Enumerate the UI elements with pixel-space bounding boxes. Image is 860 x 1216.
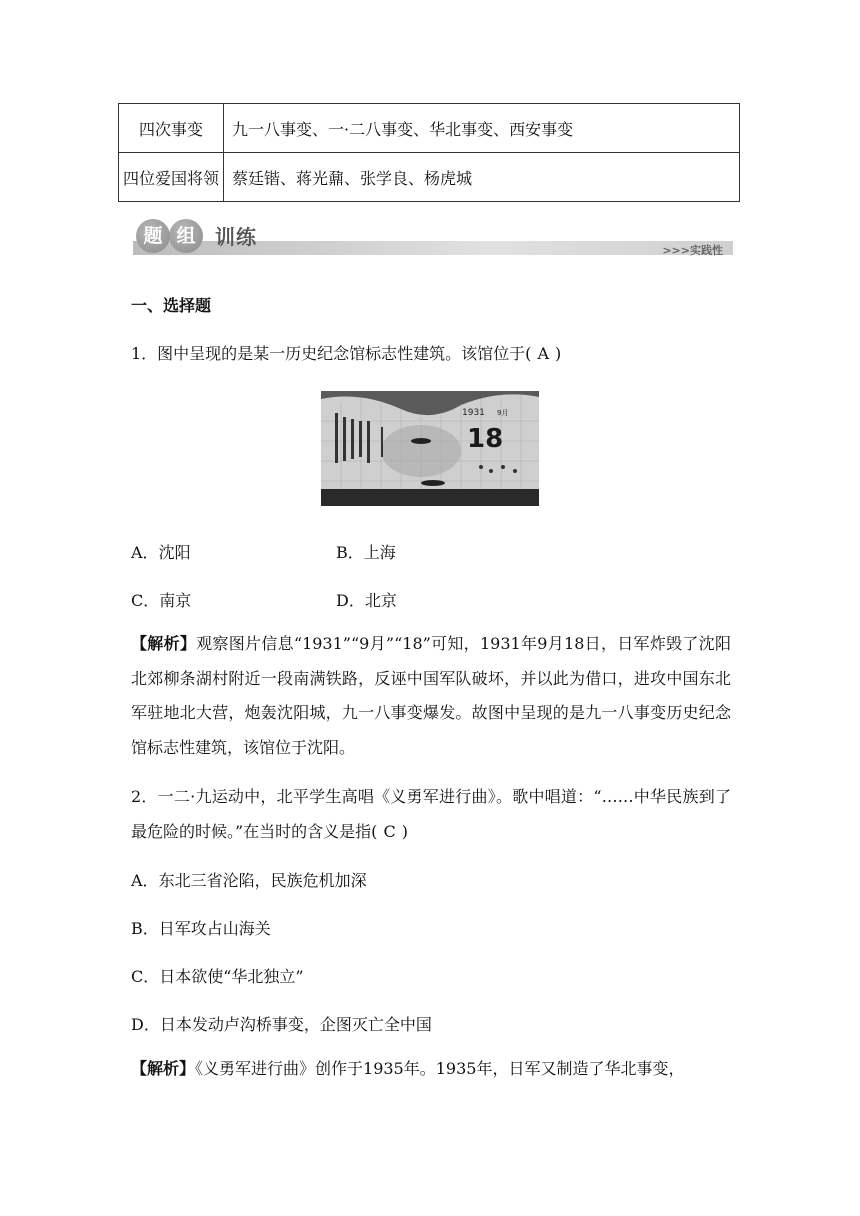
memorial-photo-day: 18	[467, 424, 504, 454]
q1-option-b[interactable]	[336, 540, 396, 563]
memorial-photo-year: 1931	[462, 408, 485, 418]
question-1-close: )	[555, 344, 562, 363]
option-letter: A．	[131, 543, 159, 562]
banner-badge-2: 组	[169, 219, 203, 253]
option-text: 南京	[159, 591, 192, 610]
question-1-stem	[131, 341, 561, 364]
section-banner	[133, 217, 733, 259]
banner-badge-1: 题	[136, 219, 170, 253]
table-cell-value: 九一八事变、一·二八事变、华北事变、西安事变	[224, 104, 740, 153]
option-text: 日本欲使“华北独立”	[159, 967, 304, 986]
option-letter: B．	[131, 919, 159, 938]
option-text: 日本发动卢沟桥事变，企图灭亡全中国	[159, 1015, 432, 1034]
q2-option-a[interactable]	[131, 868, 367, 891]
analysis-label: 【解析】	[131, 1059, 196, 1078]
banner-title: 训练	[215, 225, 257, 249]
q1-analysis	[131, 627, 731, 765]
q2-option-b[interactable]	[131, 916, 271, 939]
q2-option-d[interactable]	[131, 1012, 432, 1035]
table-row	[119, 104, 740, 153]
option-text: 北京	[364, 591, 397, 610]
q2-option-c[interactable]	[131, 964, 304, 987]
option-text: 东北三省沦陷，民族危机加深	[158, 871, 367, 890]
option-letter: C．	[131, 591, 160, 610]
option-text: 上海	[363, 543, 396, 562]
section-heading: 一、选择题	[131, 296, 212, 315]
q1-option-a[interactable]	[131, 540, 191, 563]
option-letter: D．	[131, 1015, 160, 1034]
question-1-text: 1．图中呈现的是某一历史纪念馆标志性建筑。该馆位于(	[131, 344, 532, 363]
table-cell-label: 四次事变	[119, 104, 224, 153]
option-letter: D．	[336, 591, 365, 610]
analysis-text: 观察图片信息“1931”“9月”“18”可知，1931年9月18日，日军炸毁了沈阳北郊柳条湖村附近一段南满铁路，反诬中国军队破坏，并以此为借口，进攻中国东北军驻地北大营，炮轰沈阳城，九一八事变爆发。故图中呈现的是九一八事变历史纪念馆标志性建筑，该馆位于沈阳。	[131, 634, 731, 757]
question-2-close: )	[401, 821, 408, 841]
option-letter: C．	[131, 967, 160, 986]
table-row	[119, 153, 740, 202]
q2-analysis	[131, 1052, 731, 1087]
analysis-label: 【解析】	[131, 634, 197, 653]
option-text: 日军攻占山海关	[158, 919, 271, 938]
option-text: 沈阳	[158, 543, 191, 562]
analysis-text: 《义勇军进行曲》创作于1935年。1935年，日军又制造了华北事变，	[195, 1059, 685, 1078]
memorial-photo-illustration	[321, 391, 539, 506]
table-cell-label: 四位爱国将领	[119, 153, 224, 202]
question-1-answer: A	[537, 344, 549, 363]
question-2-text: 2．一二·九运动中，北平学生高唱《义勇军进行曲》。歌中唱道：“……中华民族到了最危险的时候。”在当时的含义是指(	[131, 787, 731, 841]
q1-option-c[interactable]	[131, 588, 191, 611]
memorial-photo	[321, 391, 539, 506]
banner-tag: >>>实践性	[662, 244, 723, 257]
q1-option-d[interactable]	[336, 588, 397, 611]
question-2-answer: C	[383, 821, 396, 841]
option-letter: A．	[131, 871, 159, 890]
question-2-stem	[131, 780, 731, 849]
summary-table	[118, 103, 740, 202]
table-cell-value: 蔡廷锴、蒋光鼐、张学良、杨虎城	[224, 153, 740, 202]
memorial-photo-month: 9月	[497, 409, 509, 417]
option-letter: B．	[336, 543, 364, 562]
